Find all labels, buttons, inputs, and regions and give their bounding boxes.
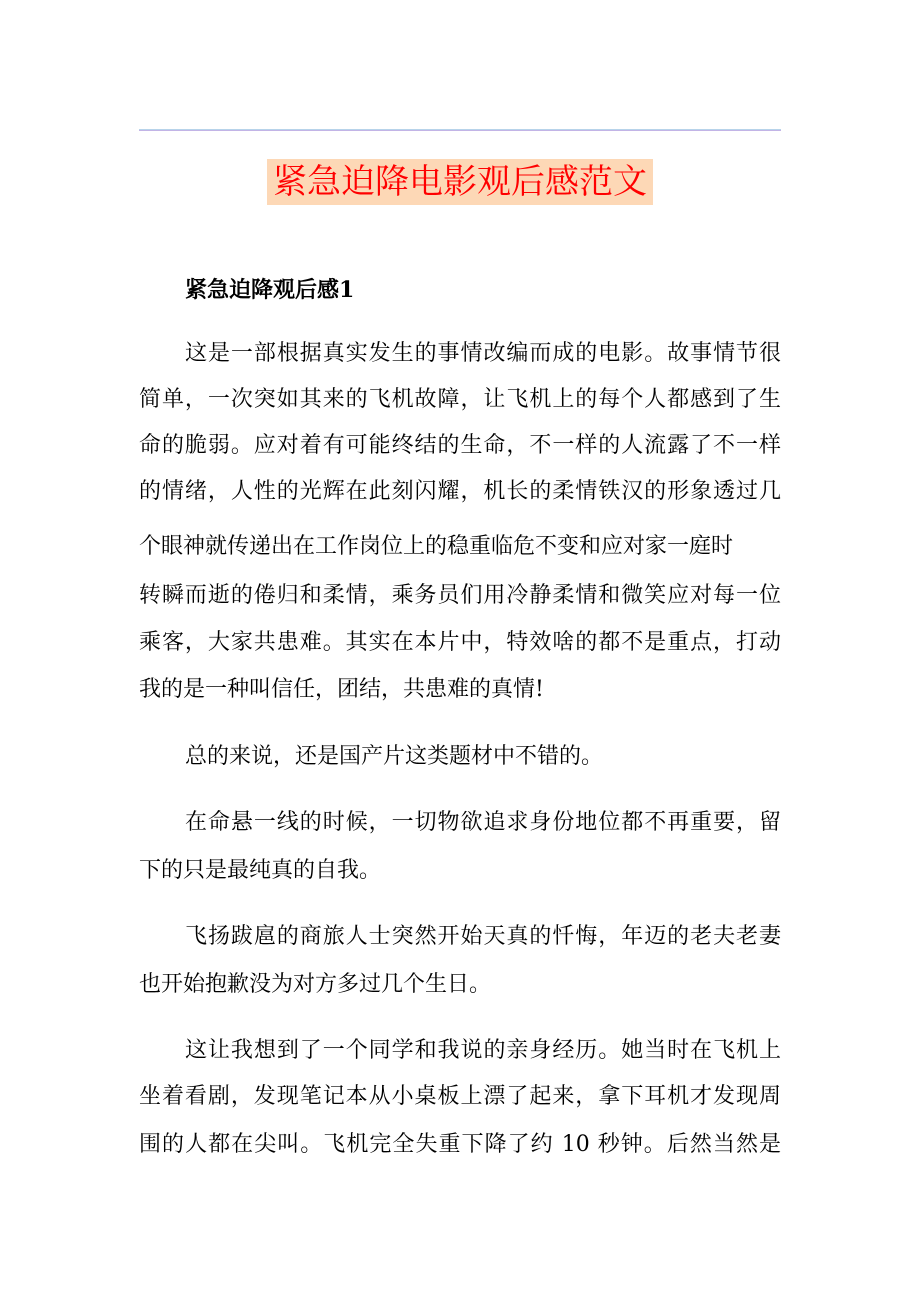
body-text-line: 我的是一种叫信任，团结，共患难的真情! — [139, 677, 544, 702]
body-text-line: 这让我想到了一个同学和我说的亲身经历。她当时在飞机上 — [185, 1038, 781, 1063]
body-text-line: 个眼神就传递出在工作岗位上的稳重临危不变和应对家一庭时 — [139, 534, 734, 559]
header-divider — [139, 129, 781, 131]
body-text-line: 命的脆弱。应对着有可能终结的生命，不一样的人流露了不一样 — [139, 433, 781, 458]
body-text-line: 乘客，大家共患难。其实在本片中，特效啥的都不是重点，打动 — [139, 630, 781, 655]
body-text-line: 在命悬一线的时候，一切物欲追求身份地位都不再重要，留 — [185, 810, 781, 835]
body-text-line: 简单，一次突如其来的飞机故障，让飞机上的每个人都感到了生 — [139, 387, 781, 412]
title-container — [0, 159, 920, 209]
body-text-line: 转瞬而逝的倦归和柔情，乘务员们用冷静柔情和微笑应对每一位 — [139, 583, 781, 608]
body-text-line: 的情绪，人性的光辉在此刻闪耀，机长的柔情铁汉的形象透过几 — [139, 479, 781, 504]
body-text-line: 飞扬跋扈的商旅人士突然开始天真的忏悔，年迈的老夫老妻 — [185, 924, 781, 949]
body-text-line: 这是一部根据真实发生的事情改编而成的电影。故事情节很 — [185, 341, 781, 366]
body-text-line: 也开始抱歉没为对方多过几个生日。 — [139, 972, 492, 997]
body-text-line: 围的人都在尖叫。飞机完全失重下降了约 10 秒钟。后然当然是 — [139, 1132, 781, 1157]
body-text-line: 下的只是最纯真的自我。 — [139, 858, 382, 883]
document-title: 紧急迫降电影观后感范文 — [267, 159, 653, 205]
body-text-line: 总的来说，还是国产片这类题材中不错的。 — [185, 744, 604, 769]
section-heading: 紧急迫降观后感1 — [185, 277, 355, 303]
body-text-line: 坐着看剧，发现笔记本从小桌板上漂了起来，拿下耳机才发现周 — [139, 1084, 781, 1109]
